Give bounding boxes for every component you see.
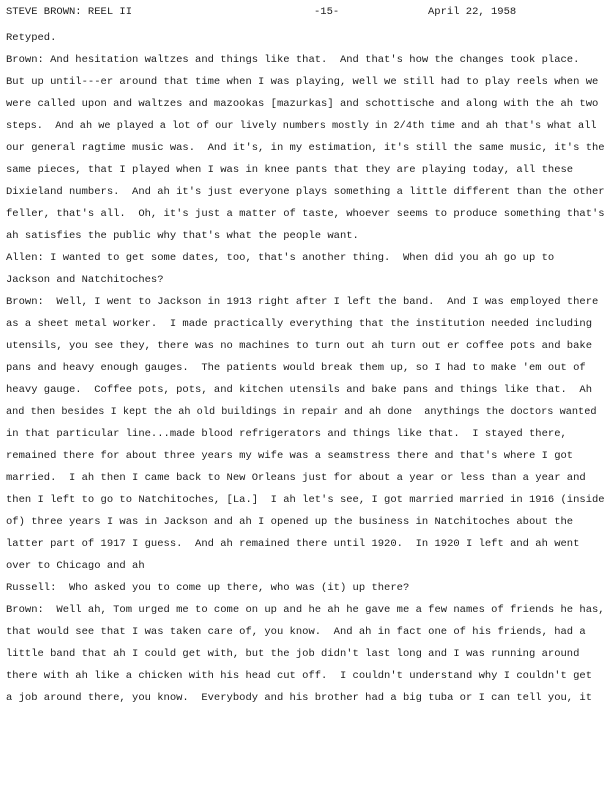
transcript-line: and then besides I kept the ah old buildings in repair and ah done anythings the doctors wanted [6, 406, 597, 418]
transcript-line: Brown: Well, I went to Jackson in 1913 right after I left the band. And I was employed there [6, 296, 599, 308]
transcript-line: steps. And ah we played a lot of our lively numbers mostly in 2/4th time and ah that's what all [6, 120, 597, 132]
transcript-line: Brown: And hesitation waltzes and things like that. And that's how the changes took place. [6, 54, 580, 66]
transcript-body [6, 27, 606, 709]
transcript-line: over to Chicago and ah [6, 560, 145, 572]
page-number: -15- [314, 6, 340, 18]
transcript-line: feller, that's all. Oh, it's just a matter of taste, whoever seems to produce something that's [6, 208, 605, 220]
transcript-line: that would see that I was taken care of, you know. And ah in fact one of his friends, had a [6, 626, 586, 638]
transcript-line: Russell: Who asked you to come up there, who was (it) up there? [6, 582, 410, 594]
transcript-line: utensils, you see they, there was no machines to turn out ah turn out er coffee pots and bake [6, 340, 592, 352]
transcript-line: little band that ah I could get with, but the job didn't last long and I was running around [6, 648, 580, 660]
transcript-line: latter part of 1917 I guess. And ah remained there until 1920. In 1920 I left and ah went [6, 538, 580, 550]
transcript-line: were called upon and waltzes and mazookas [mazurkas] and schottische and along with the ah two [6, 98, 599, 110]
transcript-line: Retyped. [6, 32, 57, 44]
transcript-line: ah satisfies the public why that's what the people want. [6, 230, 359, 242]
transcript-line: Brown: Well ah, Tom urged me to come on up and he ah he gave me a few names of friends he has, [6, 604, 605, 616]
transcript-line: our general ragtime music was. And it's, in my estimation, it's still the same music, it's the [6, 142, 605, 154]
transcript-line: But up until---er around that time when I was playing, well we still had to play reels when we [6, 76, 599, 88]
transcript-line: as a sheet metal worker. I made practically everything that the institution needed including [6, 318, 592, 330]
transcript-line: of) three years I was in Jackson and ah I opened up the business in Natchitoches about the [6, 516, 574, 528]
transcript-line: there with ah like a chicken with his head cut off. I couldn't understand why I couldn't get [6, 670, 592, 682]
reel-title: STEVE BROWN: REEL II [6, 6, 133, 18]
transcript-line: Allen: I wanted to get some dates, too, that's another thing. When did you ah go up to [6, 252, 555, 264]
transcript-line: in that particular line...made blood refrigerators and things like that. I stayed there, [6, 428, 567, 440]
interview-date: April 22, 1958 [428, 6, 517, 18]
transcript-line: married. I ah then I came back to New Orleans just for about a year or less than a year and [6, 472, 586, 484]
transcript-line: remained there for about three years my wife was a seamstress there and that's where I got [6, 450, 574, 462]
transcript-line: same pieces, that I played when I was in knee pants that they are playing today, all these [6, 164, 574, 176]
transcript-line: then I left to go to Natchitoches, [La.] I ah let's see, I got married married in 1916 (inside [6, 494, 605, 506]
transcript-line: Dixieland numbers. And ah it's just everyone plays something a little different than the other [6, 186, 605, 198]
page-header [6, 6, 606, 22]
transcript-line: Jackson and Natchitoches? [6, 274, 164, 286]
transcript-line: a job around there, you know. Everybody and his brother had a big tuba or I can tell you, it [6, 692, 592, 704]
transcript-line: heavy gauge. Coffee pots, pots, and kitchen utensils and bake pans and things like that. Ah [6, 384, 592, 396]
transcript-line: pans and heavy enough gauges. The patients would break them up, so I had to make 'em out of [6, 362, 586, 374]
